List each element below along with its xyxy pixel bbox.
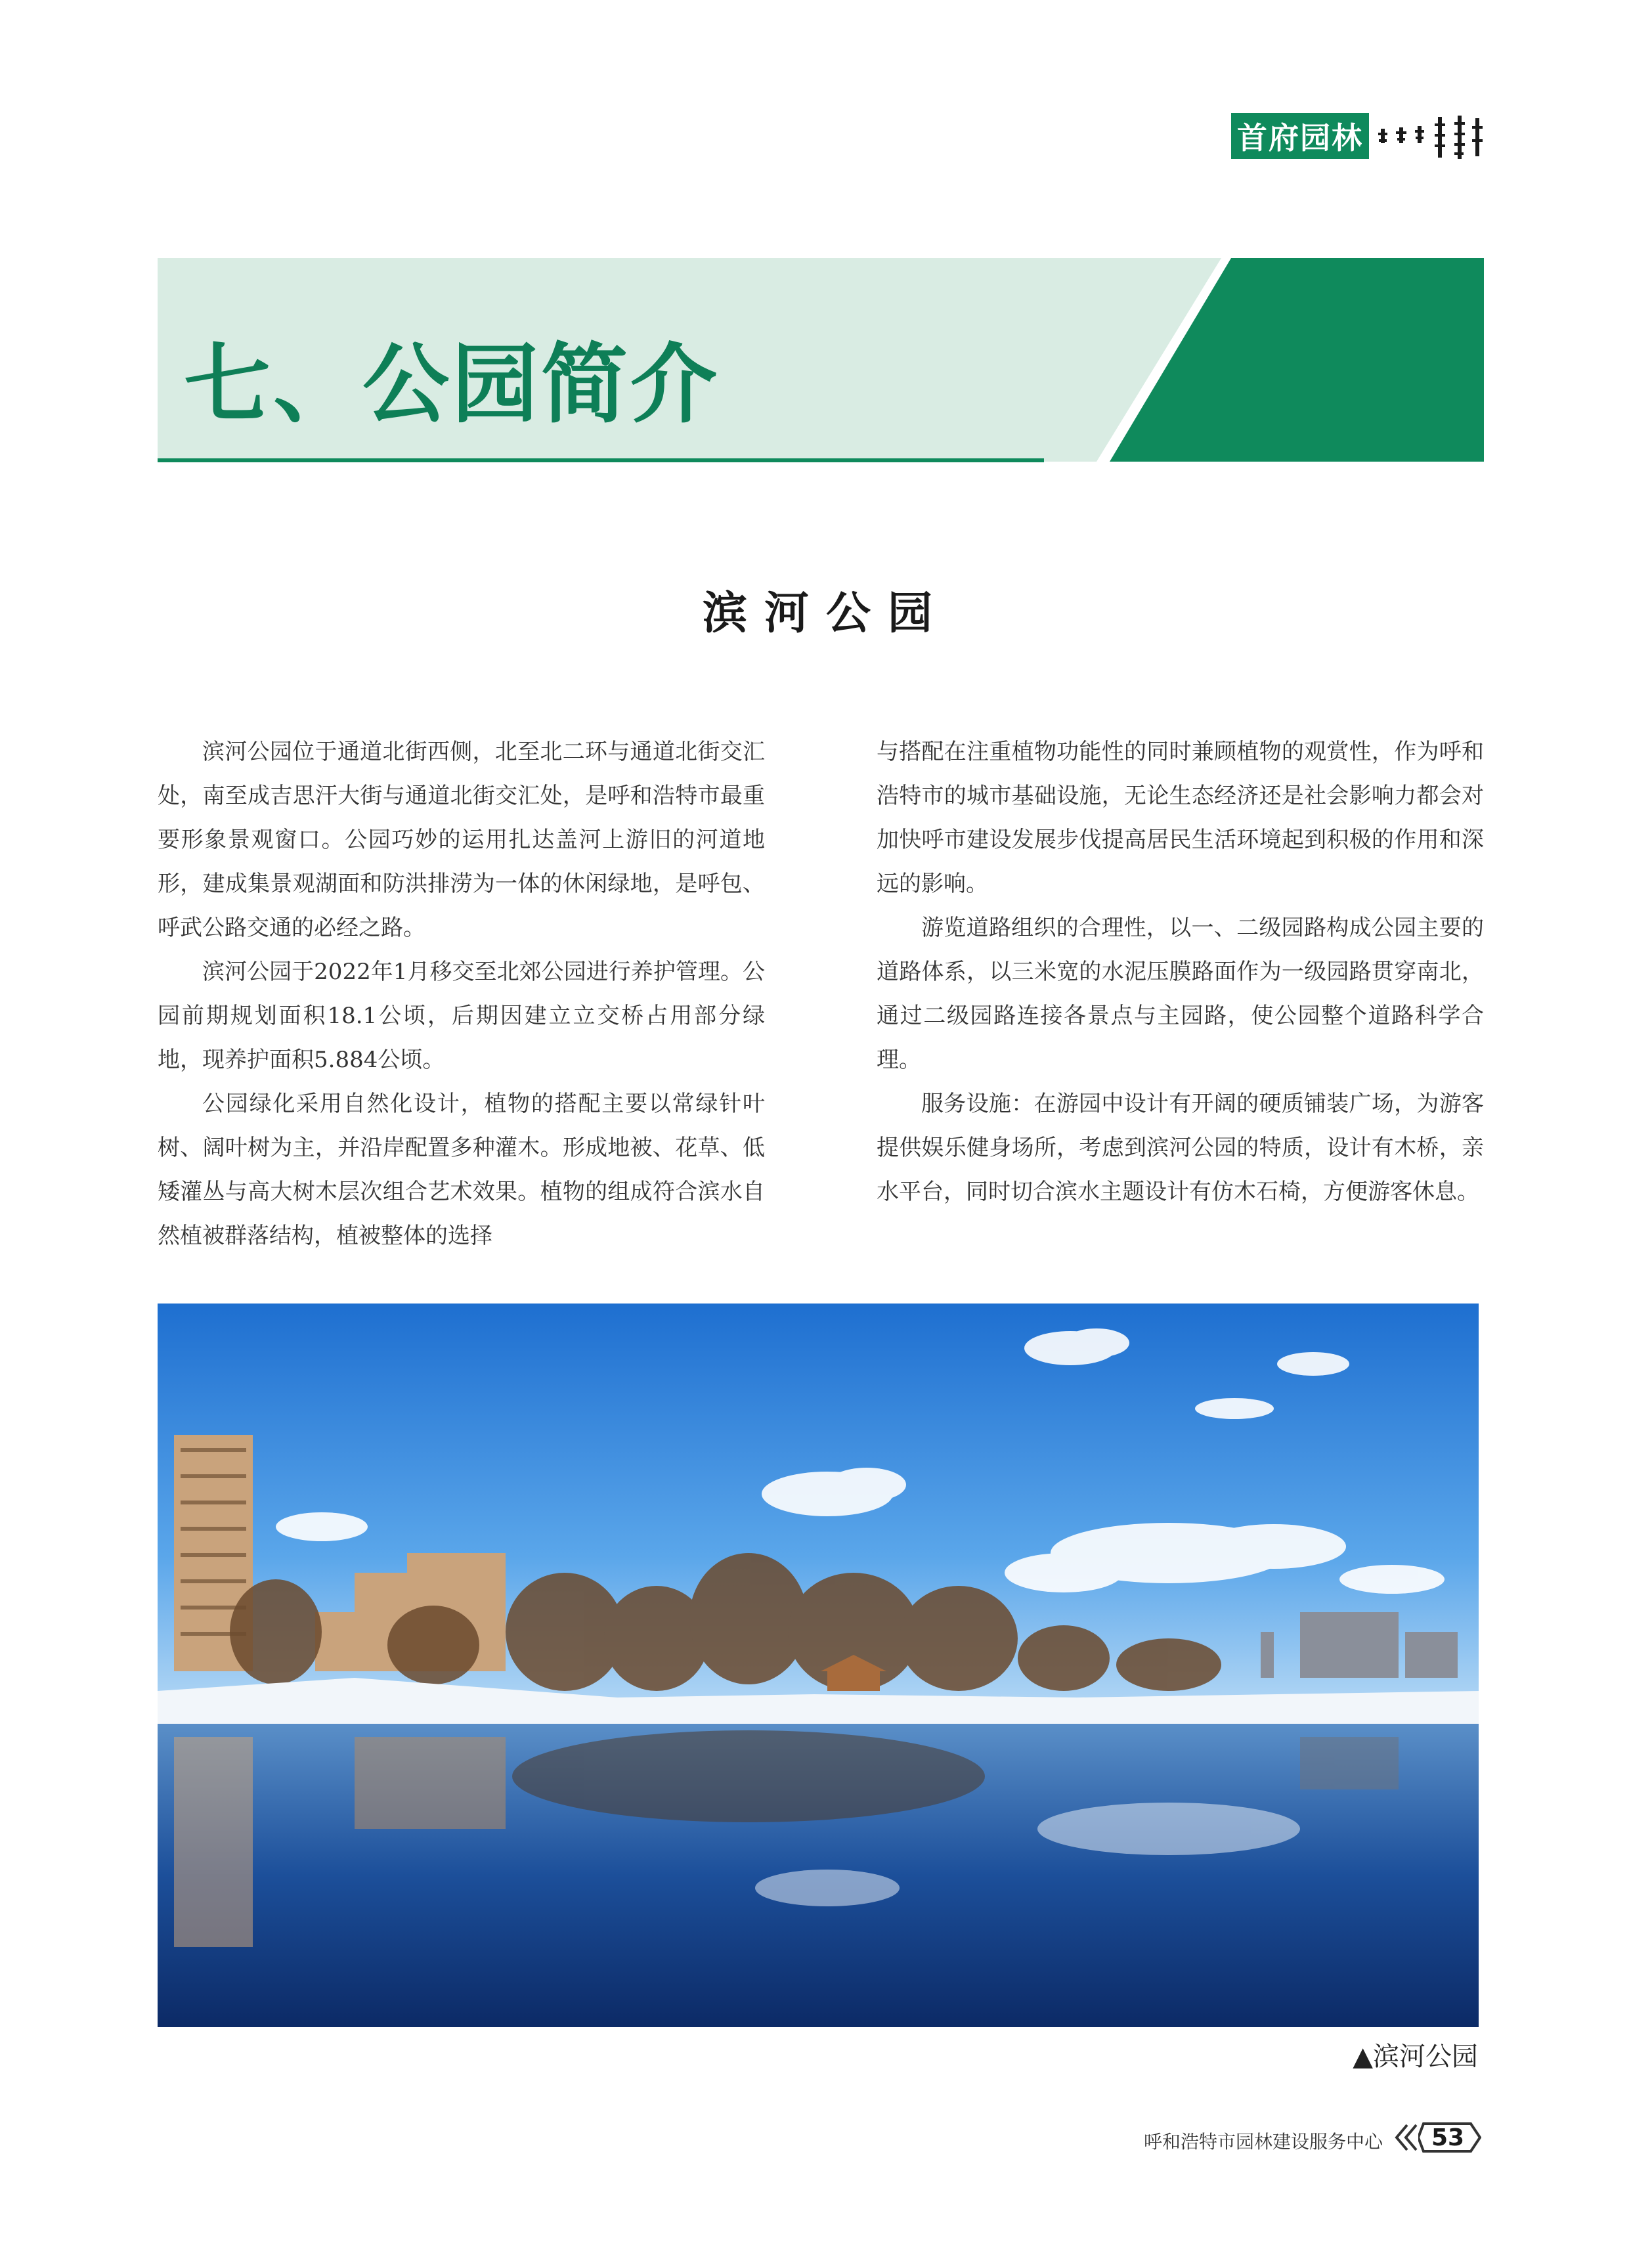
text-column-left — [158, 730, 765, 1258]
brand-logo — [1231, 113, 1369, 159]
brand-logo-text: 首府园林 — [1237, 120, 1363, 156]
park-photo-illustration — [158, 1304, 1479, 2027]
paragraph: 公园绿化采用自然化设计，植物的搭配主要以常绿针叶树、阔叶树为主，并沿岸配置多种灌木。形成地被、花草、低矮灌丛与高大树木层次组合艺术效果。植物的组成符合滨水自然植被群落结构，植被整体的选择 — [158, 1091, 765, 1249]
mongolian-script-logo — [1376, 110, 1487, 163]
article-title: 滨河公园 — [702, 588, 949, 640]
section-title: 七、公园简介 — [184, 334, 720, 435]
park-photo — [158, 1304, 1479, 2027]
paragraph: 滨河公园位于通道北街西侧，北至北二环与通道北街交汇处，南至成吉思汗大街与通道北街交汇处，是呼和浩特市最重要形象景观窗口。公园巧妙的运用扎达盖河上游旧的河道地形，建成集景观湖面和防洪排涝为一体的休闲绿地，是呼包、呼武公路交通的必经之路。 — [158, 739, 765, 941]
banner-underline — [158, 458, 1044, 462]
paragraph: 游览道路组织的合理性，以一、二级园路构成公园主要的道路体系，以三米宽的水泥压膜路面作为一级园路贯穿南北，通过二级园路连接各景点与主园路，使公园整个道路科学合理。 — [877, 915, 1484, 1073]
paragraph: 与搭配在注重植物功能性的同时兼顾植物的观赏性，作为呼和浩特市的城市基础设施，无论生态经济还是社会影响力都会对加快呼市建设发展步伐提高居民生活环境起到积极的作用和深远的影响。 — [877, 739, 1484, 897]
footer-org: 呼和浩特市园林建设服务中心 — [1143, 2131, 1383, 2153]
paragraph: 服务设施：在游园中设计有开阔的硬质铺装广场，为游客提供娱乐健身场所，考虑到滨河公园的特质，设计有木桥，亲水平台，同时切合滨水主题设计有仿木石椅，方便游客休息。 — [877, 1091, 1484, 1205]
paragraph: 滨河公园于2022年1月移交至北郊公园进行养护管理。公园前期规划面积18.1公顷，后期因建立立交桥占用部分绿地，现养护面积5.884公顷。 — [158, 959, 765, 1073]
photo-caption: ▲滨河公园 — [1353, 2042, 1478, 2072]
text-column-right — [877, 730, 1484, 1214]
page-number: 53 — [1431, 2124, 1465, 2151]
